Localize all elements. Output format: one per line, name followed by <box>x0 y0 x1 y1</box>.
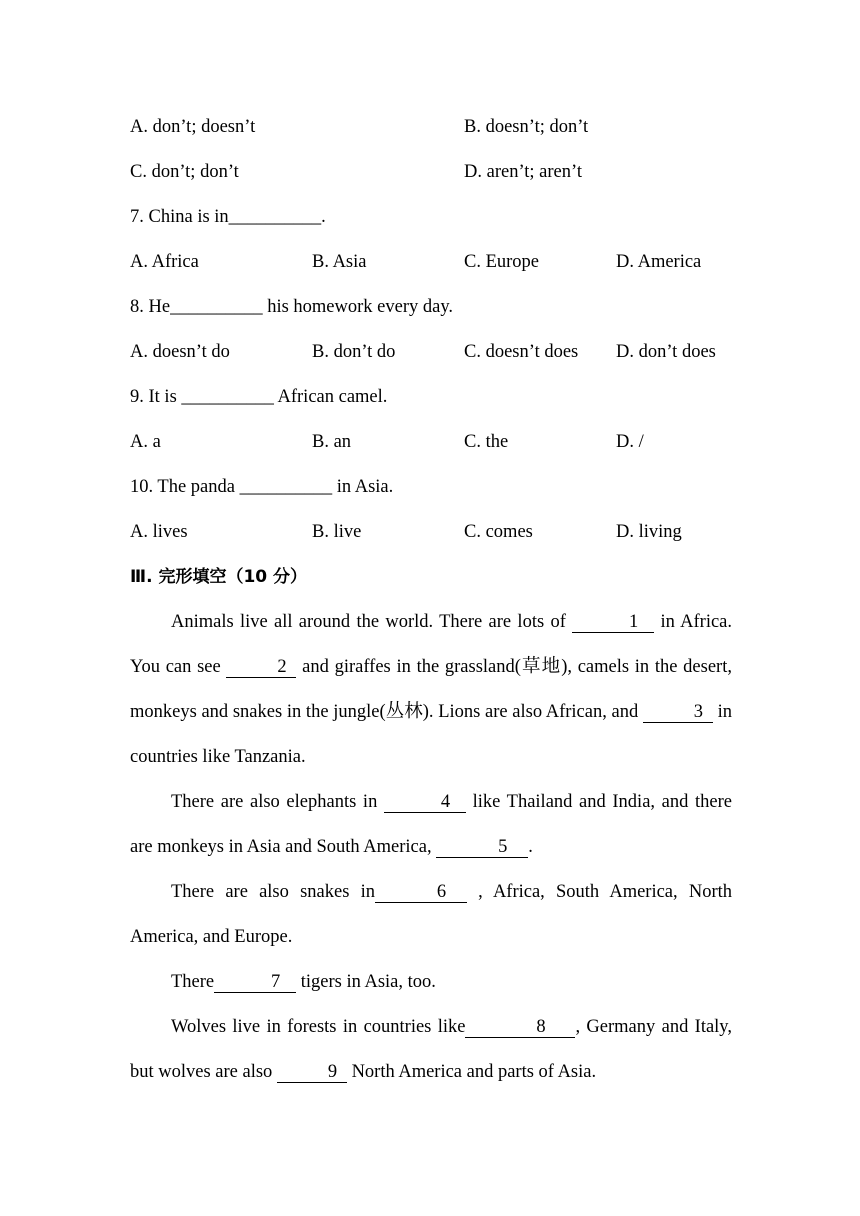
q10-option-c: C. comes <box>464 522 533 542</box>
question-10-stem: 10. The panda __________ in Asia. <box>130 477 394 497</box>
question-7-stem: 7. China is in__________. <box>130 207 326 227</box>
question-10-options <box>130 517 732 547</box>
q8-option-d: D. don’t does <box>616 342 716 362</box>
cloze-blank-8[interactable]: 8 <box>465 1017 575 1038</box>
passage-text: There are also elephants in <box>171 792 384 812</box>
q6-option-b: B. doesn’t; don’t <box>464 117 589 137</box>
question-9-stem: 9. It is __________ African camel. <box>130 387 388 407</box>
passage-text: North America and parts of Asia. <box>346 1062 597 1082</box>
q7-option-d: D. America <box>616 252 702 272</box>
question-8-options <box>130 337 732 367</box>
passage-paragraph-2 <box>130 780 732 870</box>
q9-option-c: C. the <box>464 432 509 452</box>
cloze-blank-4[interactable]: 4 <box>384 792 466 813</box>
q9-option-a: A. a <box>130 432 161 452</box>
q6-options-row-1 <box>130 112 732 142</box>
q7-option-c: C. Europe <box>464 252 540 272</box>
passage-text: like Thailand and India, and there are monkeys in Asia and South America, <box>130 792 732 857</box>
q10-option-b: B. live <box>312 522 362 542</box>
passage-text: , Germany and Italy, but wolves are also <box>130 1017 732 1082</box>
q10-option-d: D. living <box>616 522 682 542</box>
cloze-blank-1[interactable]: 1 <box>572 612 654 633</box>
question-9-options <box>130 427 732 457</box>
question-7-options <box>130 247 732 277</box>
passage-paragraph-3 <box>130 870 732 960</box>
passage-text: , Africa, South America, North America, and Europe. <box>130 882 732 947</box>
section-heading-cloze: Ⅲ. 完形填空（10 分） <box>130 567 308 587</box>
passage-text: There are also snakes in <box>171 882 375 902</box>
passage-text: and giraffes in the grassland(草地), camels in the desert, monkeys and snakes in the jungle(丛林). Lions are also African, and <box>130 657 732 722</box>
q8-option-c: C. doesn’t does <box>464 342 579 362</box>
q6-option-a: A. don’t; doesn’t <box>130 117 256 137</box>
cloze-blank-5[interactable]: 5 <box>436 837 528 858</box>
passage-text: tigers in Asia, too. <box>296 972 436 992</box>
passage-paragraph-4 <box>130 960 732 1005</box>
q10-option-a: A. lives <box>130 522 188 542</box>
q7-option-a: A. Africa <box>130 252 199 272</box>
question-8-stem: 8. He__________ his homework every day. <box>130 297 454 317</box>
passage-paragraph-1 <box>130 600 732 780</box>
cloze-blank-3[interactable]: 3 <box>643 702 713 723</box>
passage-text: There <box>171 972 215 992</box>
passage-text: . <box>528 837 533 857</box>
q8-option-b: B. don’t do <box>312 342 396 362</box>
passage-text: in Africa. You can see <box>130 612 733 677</box>
cloze-blank-7[interactable]: 7 <box>214 972 296 993</box>
cloze-blank-2[interactable]: 2 <box>226 657 296 678</box>
passage-text: in countries like Tanzania. <box>130 702 732 767</box>
q6-options-row-2 <box>130 157 732 187</box>
q9-option-d: D. / <box>616 432 644 452</box>
passage-text: Animals live all around the world. There are lots of <box>171 612 573 632</box>
q6-option-d: D. aren’t; aren’t <box>464 162 582 182</box>
cloze-blank-9[interactable]: 9 <box>277 1062 347 1083</box>
q9-option-b: B. an <box>312 432 352 452</box>
q8-option-a: A. doesn’t do <box>130 342 230 362</box>
q6-option-c: C. don’t; don’t <box>130 162 239 182</box>
cloze-blank-6[interactable]: 6 <box>375 882 467 903</box>
q7-option-b: B. Asia <box>312 252 367 272</box>
passage-text: Wolves live in forests in countries like <box>171 1017 466 1037</box>
passage-paragraph-5 <box>130 1005 732 1095</box>
